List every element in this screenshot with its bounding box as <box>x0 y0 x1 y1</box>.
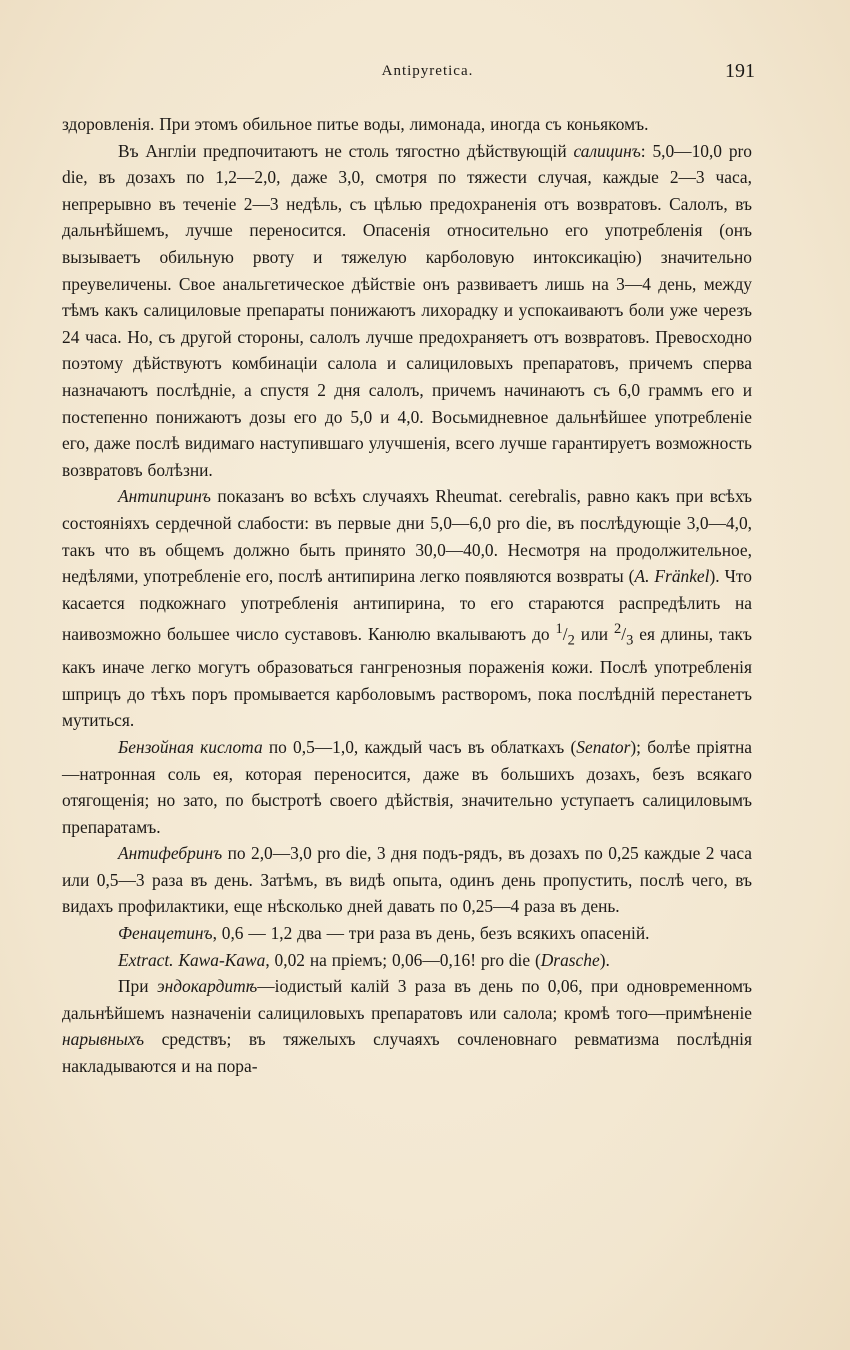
page-number: 191 <box>725 60 755 82</box>
text-run: по 0,5—1,0, каждый часъ въ облаткахъ ( <box>262 736 577 757</box>
body-text <box>62 111 752 1080</box>
text-run: : 5,0—10,0 pro die, въ дозахъ по 1,2—2,0, даже 3,0, смотря по тяжести случая, каждые 2—3 часа, непрерывно въ теченіе 2—3 недѣль, съ цѣлью предохраненія отъ возвратовъ. Салолъ, въ дальнѣйшемъ, лучше переносится. Опасенія относительно его употребленія (онъ вызываетъ обильную рвоту и тяжелую карболовую интоксикацію) значительно преувеличены. Свое анальгетическое дѣйствіе онъ развиваетъ лишь на 3—4 день, между тѣмъ какъ салициловые препараты понижаютъ лихорадку и успокаиваютъ боли уже черезъ 24 часа. Но, съ другой стороны, салолъ лучше предохраняетъ отъ возвратовъ. Превосходно поэтому дѣйствуютъ комбинаціи салола и салициловыхъ препаратовъ, причемъ сперва назначаютъ послѣдніе, а спустя 2 дня салолъ, причемъ начинаютъ съ 6,0 граммъ его и постепенно понижаютъ дозы его до 5,0 и 4,0. Восьмидневное дальнѣйшее употребленіе его, даже послѣ видимаго наступившаго улучшенія, всего лучше гарантируетъ возможность возвратовъ болѣзни. <box>62 140 752 480</box>
page-header <box>100 60 755 90</box>
fraction-denominator: 3 <box>626 632 634 649</box>
running-title: Antipyretica. <box>381 63 474 79</box>
text-run: , 0,02 на пріемъ; 0,06—0,16! pro die ( <box>265 949 541 970</box>
drug-name-salicin: салицинъ <box>573 140 641 161</box>
text-run: ). Что касается подкожнаго употребленія антипирина, то его стараются распредѣлить на наивозможно большее число суставовъ. Канюлю вкалываютъ до <box>62 566 752 645</box>
fraction-numerator: 1 <box>555 621 563 638</box>
term-vesicants: нарывныхъ <box>62 1029 145 1050</box>
text-run: по 2,0—3,0 pro die, 3 дня подъ-рядъ, въ дозахъ по 0,25 каждые 2 часа или 0,5—3 раза въ день. Затѣмъ, въ видѣ опыта, одинъ день пропустить, послѣ чего, въ видахъ профилактики, еще нѣсколько дней давать по 0,25—4 раза въ день. <box>62 843 752 917</box>
paragraph-6 <box>62 920 752 947</box>
paragraph-1: здоровленія. При этомъ обильное питье воды, лимонада, иногда съ коньякомъ. <box>62 114 649 134</box>
fraction-denominator: 2 <box>567 632 575 649</box>
drug-name-phenacetin: Фенацетинъ <box>118 923 213 944</box>
author-name: Senator <box>576 736 631 757</box>
drug-name-kawa-kawa: Extract. Kawa-Kawa <box>118 949 266 970</box>
author-name: A. Fränkel <box>634 566 710 587</box>
drug-name-antipyrin: Антипиринъ <box>118 486 211 507</box>
drug-name-antifebrin: Антифебринъ <box>118 843 223 864</box>
text-run: , 0,6 — 1,2 два — три раза въ день, безъ всякихъ опасеній. <box>212 923 650 944</box>
paragraph-5 <box>62 840 752 920</box>
text-run: Въ Англіи предпочитаютъ не столь тягостно дѣйствующій <box>118 140 574 161</box>
text-run: показанъ во всѣхъ случаяхъ Rheumat. cerebralis, равно какъ при всѣхъ состояніяхъ сердечной слабости: въ первые дни 5,0—6,0 pro die, въ послѣдующіе 3,0—4,0, такъ что въ общемъ должно быть принято 30,0—40,0. Несмотря на продолжительное, недѣлями, употребленіе его, послѣ антипирина легко появляются возвраты ( <box>62 486 752 587</box>
paragraph-4 <box>62 734 752 840</box>
paragraph-3: Антипиринъ показанъ во всѣхъ случаяхъ Rheumat. cerebralis, равно какъ при всѣхъ состояніяхъ сердечной слабости: въ первые дни 5,0—6,0 pro die, въ послѣдующіе 3,0—4,0, такъ что въ общемъ должно быть принято 30,0—40,0. Несмотря на продолжительное, недѣлями, употребленіе его, послѣ антипирина легко появляются возвраты (A. Fränkel). Что касается подкожнаго употребленія антипирина, то его стараются распредѣлить на наивозможно большее число суставовъ. Канюлю вкалываютъ до $^1/_2$ или $^2/_3$ ея длины, такъ какъ иначе легко могутъ образоваться гангренозныя пораженія кожи. Послѣ употребленія шприцъ до тѣхъ поръ промывается карболовымъ растворомъ, пока послѣдній перестанетъ мутиться. <box>62 486 752 731</box>
drug-name-benzoic-acid: Бензойная кислота <box>118 736 263 757</box>
text-run: ); болѣе пріятна—натронная соль ея, которая переносится, даже въ большихъ дозахъ, безъ всякаго отягощенія; но зато, по быстротѣ своего дѣйствія, значительно уступаетъ салициловымъ препаратамъ. <box>62 736 753 837</box>
text-run: средствъ; въ тяжелыхъ случаяхъ сочленовнаго ревматизма послѣднія накладываются и на пора- <box>62 1029 752 1077</box>
author-name: Drasche <box>540 949 600 970</box>
text-run: или <box>574 624 615 645</box>
paragraph-7 <box>62 947 752 974</box>
term-endocarditis: эндокардитѣ <box>156 976 258 997</box>
text-run: ея длины, такъ какъ иначе легко могутъ образоваться гангренозныя пораженія кожи. Послѣ употребленія шприцъ до тѣхъ поръ промывается карболовымъ растворомъ, пока послѣдній перестанетъ мутиться. <box>62 624 752 731</box>
text-run: —іодистый калій 3 раза въ день по 0,06, при одновременномъ дальнѣйшемъ назначеніи салициловыхъ препаратовъ или салола; кромѣ того—примѣненіе <box>62 976 752 1023</box>
paragraph-8 <box>62 973 752 1079</box>
paragraph-2 <box>62 138 752 484</box>
fraction-numerator: 2 <box>614 621 622 638</box>
text-run: ). <box>599 949 610 970</box>
text-run: При <box>118 976 157 997</box>
